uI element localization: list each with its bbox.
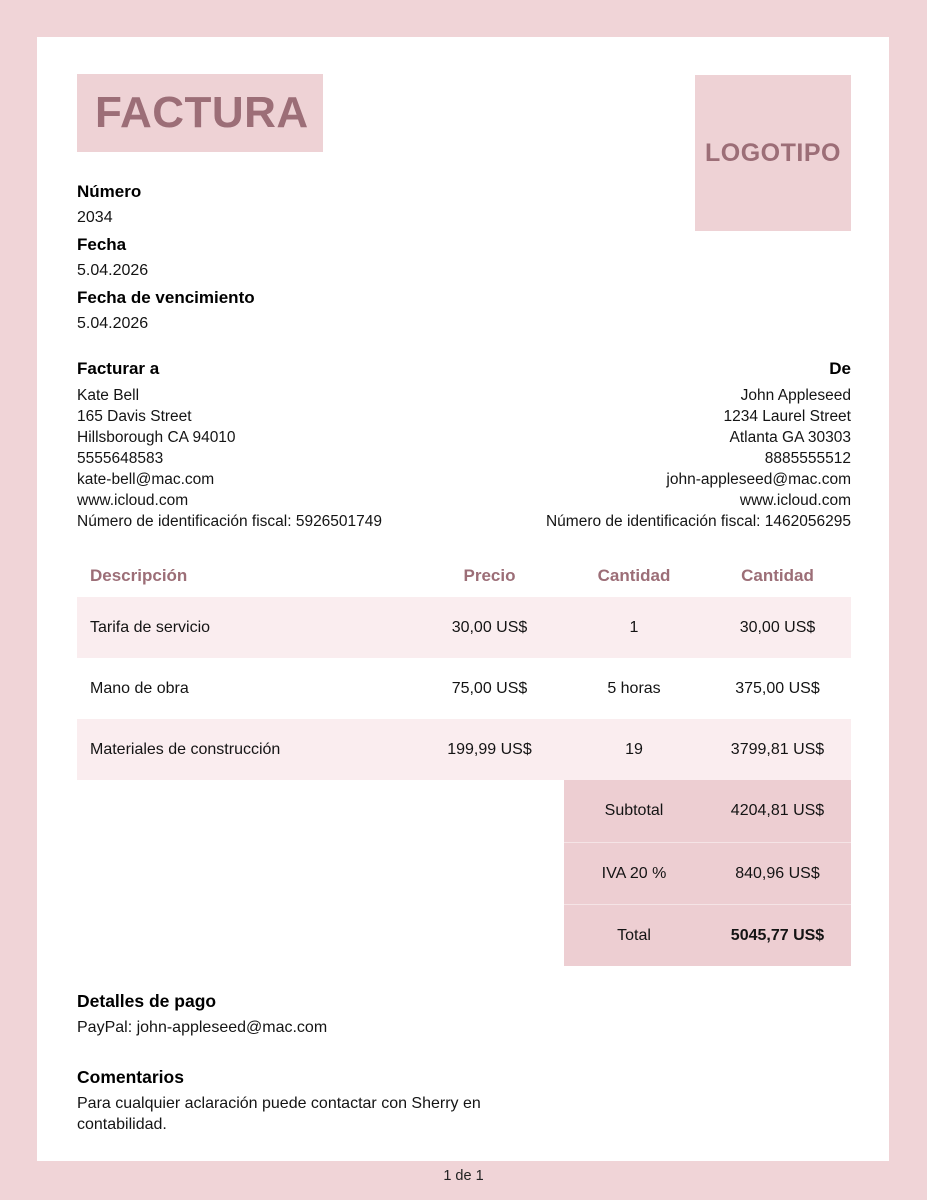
cell-amount: 3799,81 US$ xyxy=(730,740,825,758)
invoice-date-label: Fecha xyxy=(77,235,127,254)
bill-to-block xyxy=(77,358,382,532)
column-header-amount: Cantidad xyxy=(741,566,814,585)
bill-to-heading: Facturar a xyxy=(77,359,160,378)
address-line: kate-bell@mac.com xyxy=(77,471,215,488)
address-line: John Appleseed xyxy=(740,387,851,404)
cell-quantity: 5 horas xyxy=(607,679,661,697)
cell-quantity: 1 xyxy=(629,618,639,636)
tax-value: 840,96 US$ xyxy=(735,864,820,882)
address-line: www.icloud.com xyxy=(739,492,851,509)
payment-details-section xyxy=(77,990,851,1038)
invoice-title-banner xyxy=(77,74,323,152)
table-row xyxy=(77,719,851,780)
cell-description: Tarifa de servicio xyxy=(90,618,211,636)
address-line: 5555648583 xyxy=(77,450,164,467)
tax-row xyxy=(564,842,851,904)
comments-section xyxy=(77,1066,851,1135)
logo-text: LOGOTIPO xyxy=(705,138,841,167)
page-indicator: 1 de 1 xyxy=(443,1168,484,1184)
column-header-quantity: Cantidad xyxy=(597,566,671,585)
subtotal-row xyxy=(564,780,851,842)
address-line: 1234 Laurel Street xyxy=(723,408,851,425)
from-heading: De xyxy=(829,359,851,378)
line-items-table xyxy=(77,555,851,780)
address-line: 165 Davis Street xyxy=(77,408,192,425)
payment-details-heading: Detalles de pago xyxy=(77,991,217,1011)
total-value: 5045,77 US$ xyxy=(730,926,825,944)
address-line: 8885555512 xyxy=(764,450,851,467)
cell-quantity: 19 xyxy=(625,740,643,758)
cell-price: 75,00 US$ xyxy=(451,679,528,697)
logo-placeholder xyxy=(695,75,851,231)
address-line: Kate Bell xyxy=(77,387,140,404)
cell-description: Materiales de construcción xyxy=(90,740,281,758)
billing-section xyxy=(77,358,851,532)
total-row xyxy=(564,904,851,966)
comments-text: Para cualquier aclaración puede contactar con Sherry en contabilidad. xyxy=(77,1095,481,1133)
column-header-price: Precio xyxy=(463,566,516,585)
from-block xyxy=(546,358,851,532)
invoice-number-value: 2034 xyxy=(77,209,113,226)
comments-heading: Comentarios xyxy=(77,1067,184,1087)
tax-label: IVA 20 % xyxy=(601,864,667,882)
totals-box xyxy=(564,780,851,966)
tax-id-line: Número de identificación fiscal: 1462056295 xyxy=(545,513,851,530)
address-line: john-appleseed@mac.com xyxy=(666,471,851,488)
address-line: Atlanta GA 30303 xyxy=(729,429,851,446)
invoice-page xyxy=(37,37,889,1161)
invoice-title: FACTURA xyxy=(95,88,309,137)
invoice-date-value: 5.04.2026 xyxy=(77,262,149,279)
due-date-label: Fecha de vencimiento xyxy=(77,288,255,307)
cell-price: 30,00 US$ xyxy=(451,618,528,636)
cell-amount: 375,00 US$ xyxy=(735,679,820,697)
address-line: Hillsborough CA 94010 xyxy=(77,429,236,446)
invoice-number-label: Número xyxy=(77,182,142,201)
tax-id-line: Número de identificación fiscal: 5926501749 xyxy=(77,513,383,530)
table-header-row xyxy=(77,555,851,597)
cell-description: Mano de obra xyxy=(90,679,189,697)
cell-price: 199,99 US$ xyxy=(447,740,532,758)
payment-details-text: PayPal: john-appleseed@mac.com xyxy=(77,1019,328,1036)
address-line: www.icloud.com xyxy=(77,492,189,509)
subtotal-label: Subtotal xyxy=(604,802,664,819)
table-row xyxy=(77,658,851,719)
subtotal-value: 4204,81 US$ xyxy=(730,802,825,819)
column-header-description: Descripción xyxy=(90,566,188,585)
due-date-value: 5.04.2026 xyxy=(77,315,149,332)
total-label: Total xyxy=(617,926,651,944)
cell-amount: 30,00 US$ xyxy=(739,618,816,636)
table-row xyxy=(77,597,851,658)
